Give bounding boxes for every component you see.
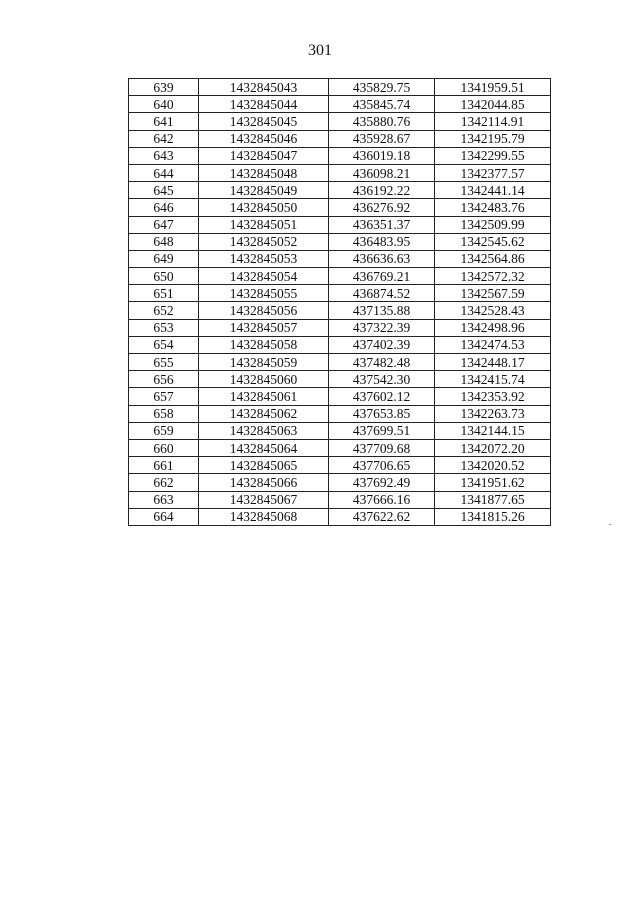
- x-coordinate-cell: 436874.52: [329, 285, 435, 302]
- y-coordinate-cell: 1342353.92: [435, 388, 551, 405]
- point-id-cell: 1432845063: [199, 422, 329, 439]
- x-coordinate-cell: 437482.48: [329, 354, 435, 371]
- y-coordinate-cell: 1342044.85: [435, 96, 551, 113]
- x-coordinate-cell: 437135.88: [329, 302, 435, 319]
- page-number: 301: [308, 42, 332, 59]
- point-id-cell: 1432845050: [199, 199, 329, 216]
- x-coordinate-cell: 436769.21: [329, 268, 435, 285]
- point-number-cell: 645: [129, 182, 199, 199]
- x-coordinate-cell: 437709.68: [329, 439, 435, 456]
- x-coordinate-cell: 437322.39: [329, 319, 435, 336]
- point-number-cell: 640: [129, 96, 199, 113]
- y-coordinate-cell: 1342528.43: [435, 302, 551, 319]
- y-coordinate-cell: 1342299.55: [435, 147, 551, 164]
- x-coordinate-cell: 437653.85: [329, 405, 435, 422]
- table-row: [129, 199, 551, 216]
- point-number-cell: 663: [129, 491, 199, 508]
- table-row: [129, 96, 551, 113]
- point-number-cell: 649: [129, 250, 199, 267]
- y-coordinate-cell: 1342483.76: [435, 199, 551, 216]
- y-coordinate-cell: 1342114.91: [435, 113, 551, 130]
- point-number-cell: 639: [129, 79, 199, 96]
- point-number-cell: 661: [129, 457, 199, 474]
- coordinates-table: [128, 78, 551, 526]
- point-id-cell: 1432845052: [199, 233, 329, 250]
- table-row: [129, 216, 551, 233]
- table-row: [129, 388, 551, 405]
- table-row: [129, 491, 551, 508]
- point-number-cell: 652: [129, 302, 199, 319]
- y-coordinate-cell: 1341951.62: [435, 474, 551, 491]
- table-row: [129, 354, 551, 371]
- point-number-cell: 664: [129, 508, 199, 525]
- point-number-cell: 655: [129, 354, 199, 371]
- x-coordinate-cell: 436276.92: [329, 199, 435, 216]
- table-row: [129, 302, 551, 319]
- table-row: [129, 233, 551, 250]
- point-number-cell: 642: [129, 130, 199, 147]
- point-id-cell: 1432845046: [199, 130, 329, 147]
- y-coordinate-cell: 1342377.57: [435, 164, 551, 181]
- point-number-cell: 641: [129, 113, 199, 130]
- y-coordinate-cell: 1342144.15: [435, 422, 551, 439]
- point-id-cell: 1432845051: [199, 216, 329, 233]
- table-body: [129, 79, 551, 526]
- point-id-cell: 1432845065: [199, 457, 329, 474]
- x-coordinate-cell: 436483.95: [329, 233, 435, 250]
- point-number-cell: 657: [129, 388, 199, 405]
- table-row: [129, 113, 551, 130]
- point-number-cell: 648: [129, 233, 199, 250]
- table-row: [129, 405, 551, 422]
- point-number-cell: 643: [129, 147, 199, 164]
- point-id-cell: 1432845057: [199, 319, 329, 336]
- point-id-cell: 1432845045: [199, 113, 329, 130]
- y-coordinate-cell: 1342498.96: [435, 319, 551, 336]
- point-id-cell: 1432845064: [199, 439, 329, 456]
- point-number-cell: 647: [129, 216, 199, 233]
- y-coordinate-cell: 1342545.62: [435, 233, 551, 250]
- x-coordinate-cell: 435845.74: [329, 96, 435, 113]
- x-coordinate-cell: 436636.63: [329, 250, 435, 267]
- x-coordinate-cell: 436351.37: [329, 216, 435, 233]
- x-coordinate-cell: 436192.22: [329, 182, 435, 199]
- x-coordinate-cell: 437602.12: [329, 388, 435, 405]
- x-coordinate-cell: 437622.62: [329, 508, 435, 525]
- table-row: [129, 285, 551, 302]
- y-coordinate-cell: 1342195.79: [435, 130, 551, 147]
- point-number-cell: 658: [129, 405, 199, 422]
- x-coordinate-cell: 435928.67: [329, 130, 435, 147]
- x-coordinate-cell: 437666.16: [329, 491, 435, 508]
- point-id-cell: 1432845047: [199, 147, 329, 164]
- y-coordinate-cell: 1342448.17: [435, 354, 551, 371]
- point-number-cell: 654: [129, 336, 199, 353]
- point-number-cell: 659: [129, 422, 199, 439]
- table-row: [129, 319, 551, 336]
- point-number-cell: 646: [129, 199, 199, 216]
- table-row: [129, 164, 551, 181]
- x-coordinate-cell: 437542.30: [329, 371, 435, 388]
- point-number-cell: 650: [129, 268, 199, 285]
- y-coordinate-cell: 1342509.99: [435, 216, 551, 233]
- point-id-cell: 1432845059: [199, 354, 329, 371]
- x-coordinate-cell: 437402.39: [329, 336, 435, 353]
- y-coordinate-cell: 1342263.73: [435, 405, 551, 422]
- table-row: [129, 130, 551, 147]
- table-row: [129, 79, 551, 96]
- x-coordinate-cell: 435880.76: [329, 113, 435, 130]
- point-id-cell: 1432845060: [199, 371, 329, 388]
- point-number-cell: 653: [129, 319, 199, 336]
- y-coordinate-cell: 1342415.74: [435, 371, 551, 388]
- point-number-cell: 660: [129, 439, 199, 456]
- table-row: [129, 422, 551, 439]
- table-row: [129, 336, 551, 353]
- y-coordinate-cell: 1342567.59: [435, 285, 551, 302]
- point-id-cell: 1432845066: [199, 474, 329, 491]
- table-row: [129, 457, 551, 474]
- y-coordinate-cell: 1342474.53: [435, 336, 551, 353]
- y-coordinate-cell: 1341877.65: [435, 491, 551, 508]
- y-coordinate-cell: 1342072.20: [435, 439, 551, 456]
- table-row: [129, 371, 551, 388]
- point-number-cell: 651: [129, 285, 199, 302]
- point-id-cell: 1432845062: [199, 405, 329, 422]
- table-row: [129, 268, 551, 285]
- point-id-cell: 1432845053: [199, 250, 329, 267]
- x-coordinate-cell: 437692.49: [329, 474, 435, 491]
- x-coordinate-cell: 435829.75: [329, 79, 435, 96]
- point-id-cell: 1432845049: [199, 182, 329, 199]
- y-coordinate-cell: 1342572.32: [435, 268, 551, 285]
- point-id-cell: 1432845067: [199, 491, 329, 508]
- y-coordinate-cell: 1341815.26: [435, 508, 551, 525]
- x-coordinate-cell: 436019.18: [329, 147, 435, 164]
- x-coordinate-cell: 437699.51: [329, 422, 435, 439]
- table-row: [129, 474, 551, 491]
- point-id-cell: 1432845058: [199, 336, 329, 353]
- point-id-cell: 1432845048: [199, 164, 329, 181]
- y-coordinate-cell: 1341959.51: [435, 79, 551, 96]
- y-coordinate-cell: 1342441.14: [435, 182, 551, 199]
- table-row: [129, 508, 551, 525]
- table-row: [129, 250, 551, 267]
- table-row: [129, 147, 551, 164]
- x-coordinate-cell: 437706.65: [329, 457, 435, 474]
- point-id-cell: 1432845056: [199, 302, 329, 319]
- point-id-cell: 1432845055: [199, 285, 329, 302]
- point-id-cell: 1432845068: [199, 508, 329, 525]
- y-coordinate-cell: 1342564.86: [435, 250, 551, 267]
- table-row: [129, 182, 551, 199]
- point-id-cell: 1432845061: [199, 388, 329, 405]
- scan-speck: [609, 524, 611, 525]
- point-id-cell: 1432845044: [199, 96, 329, 113]
- y-coordinate-cell: 1342020.52: [435, 457, 551, 474]
- point-number-cell: 644: [129, 164, 199, 181]
- point-id-cell: 1432845054: [199, 268, 329, 285]
- point-number-cell: 656: [129, 371, 199, 388]
- x-coordinate-cell: 436098.21: [329, 164, 435, 181]
- point-number-cell: 662: [129, 474, 199, 491]
- table-row: [129, 439, 551, 456]
- point-id-cell: 1432845043: [199, 79, 329, 96]
